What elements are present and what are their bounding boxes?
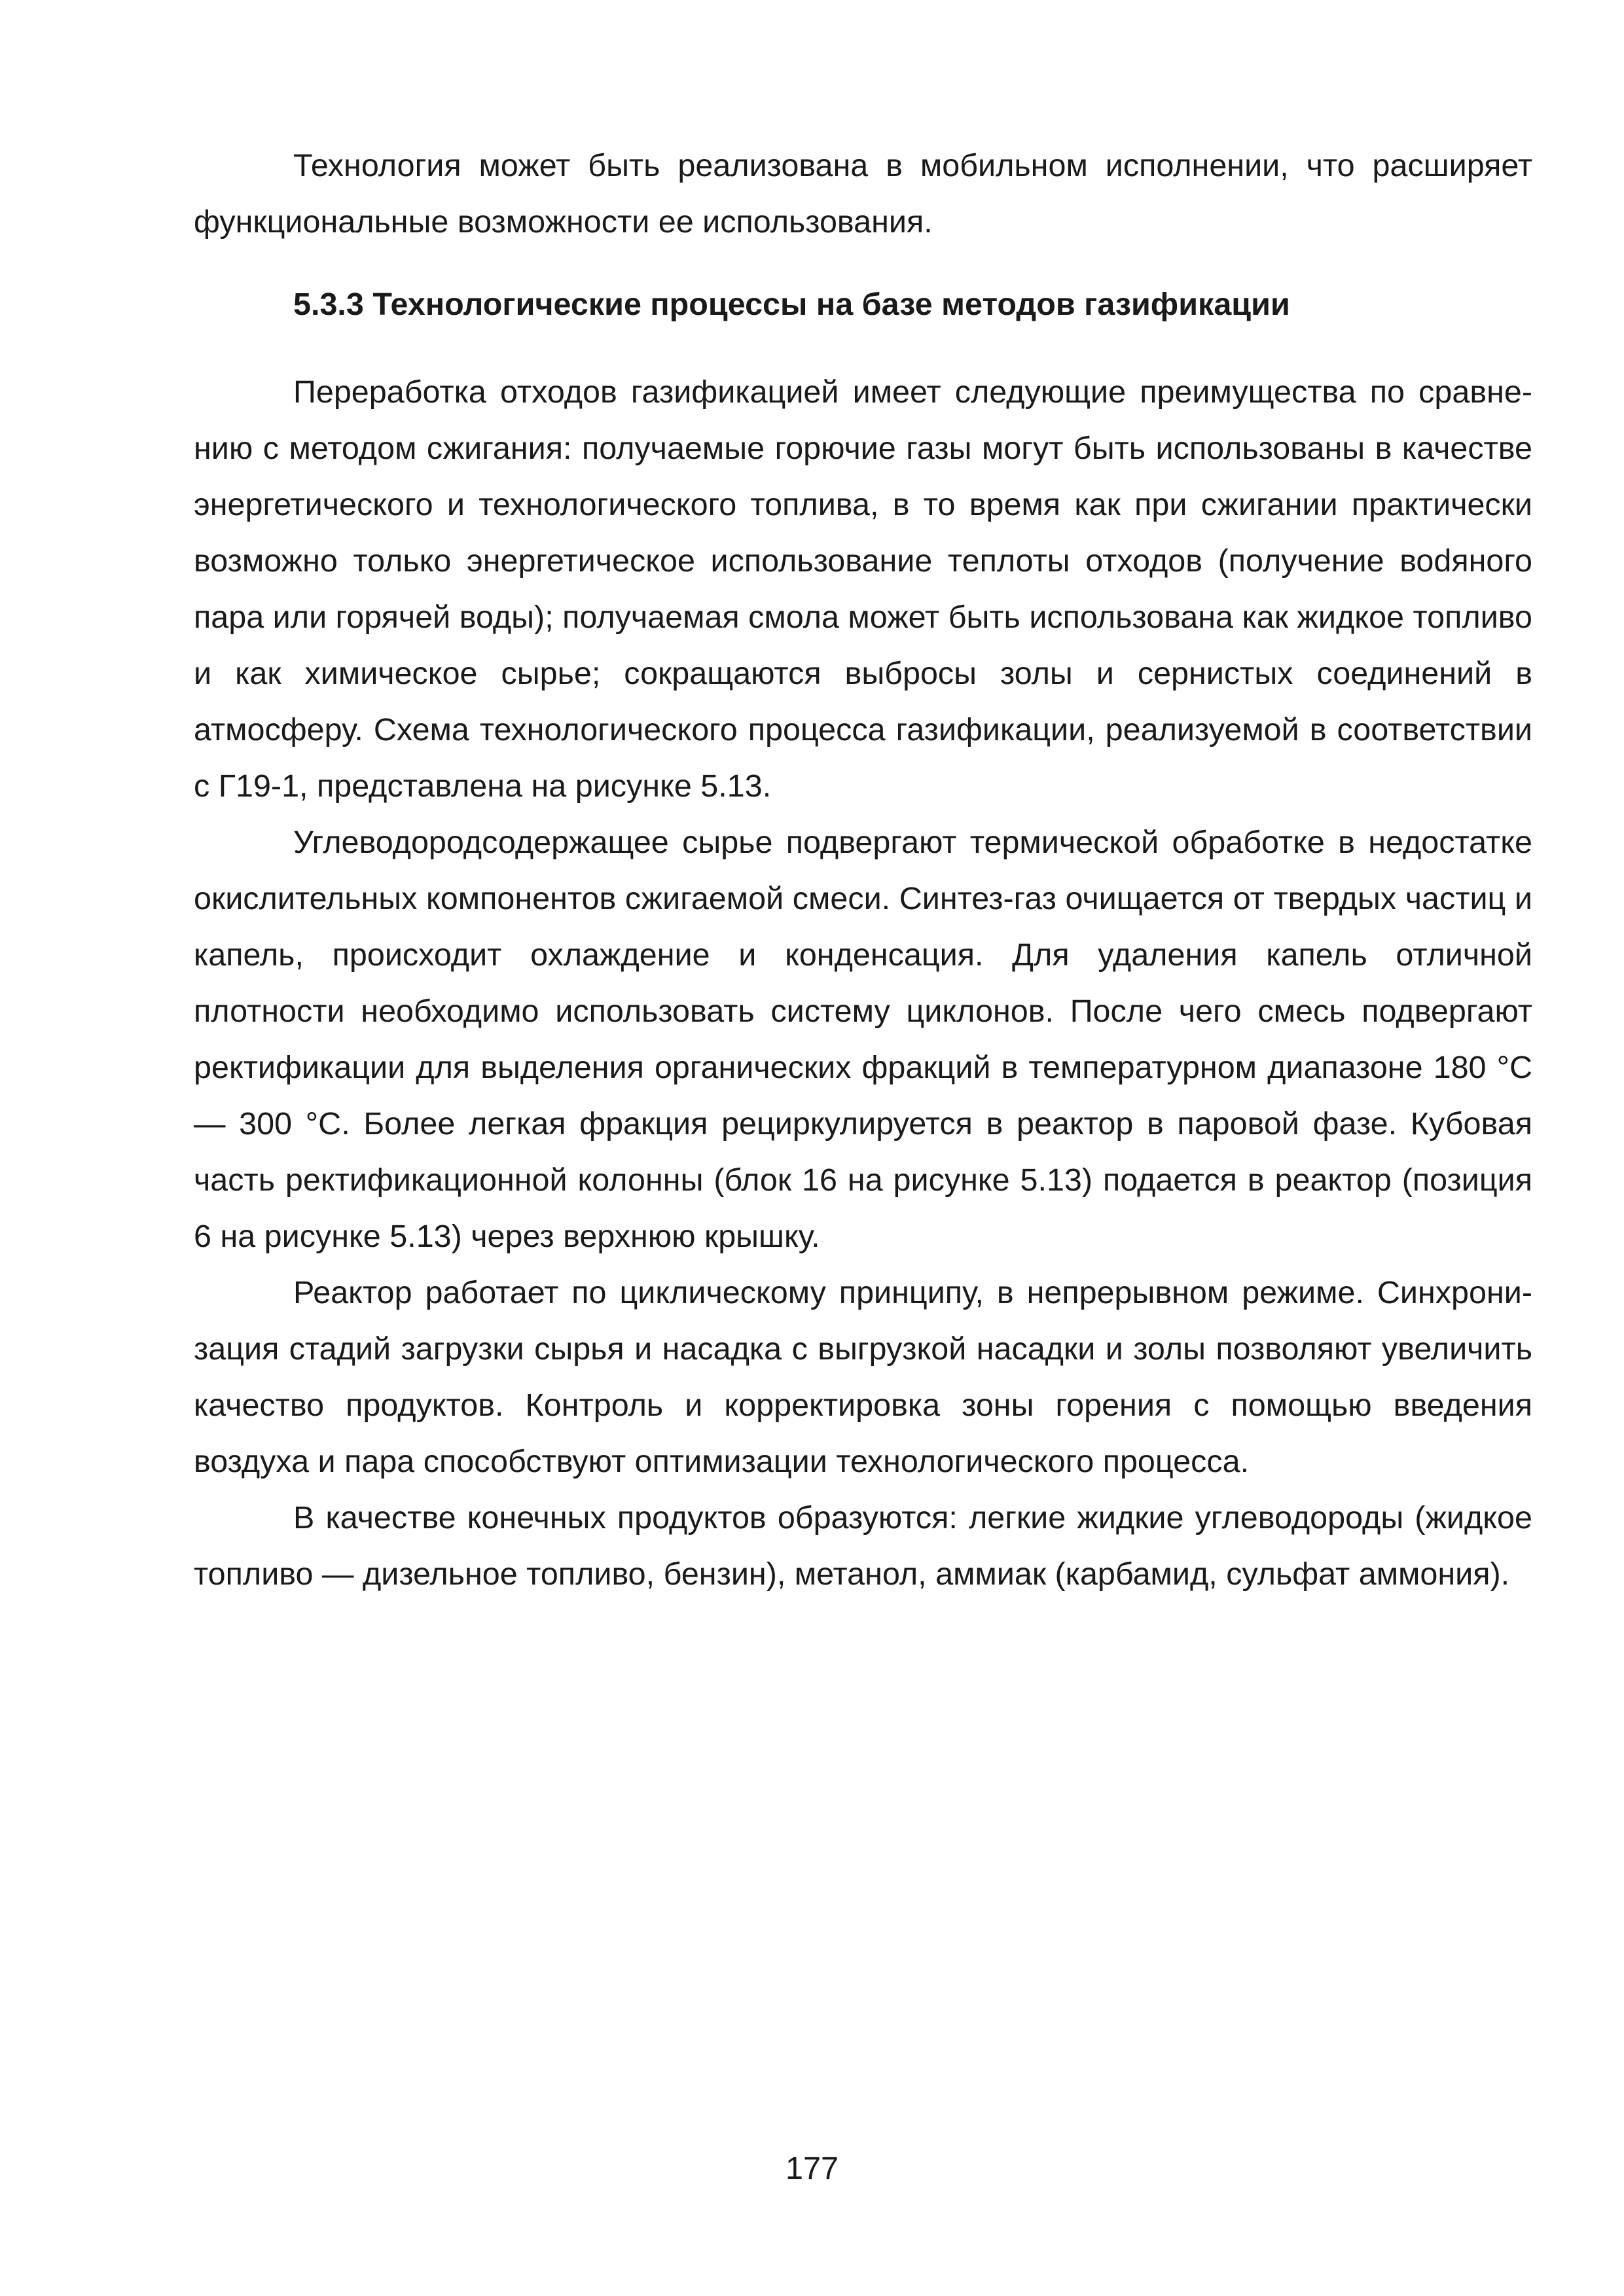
paragraph-1: Переработка отходов газификацией имеет следующие преимущества по сравнению с методом сжигания: получаемые горючие газы могут быть использованы в качестве энергетического и технологического топлива, в то время как при сжигании практически возможно только энергетическое использование теплоты отходов (получение воdяного пара или горячей воды); получаемая смола может быть использована как жидкое топливо и как химическое сырье; сокращаются выбросы золы и сернистых соединений в атмосферу. Схема технологического процесса газификации, реализуемой в соответствии с Г19-1, представлена на рисунке 5.13.: [194, 374, 1532, 804]
section-heading: 5.3.3 Технологические процессы на базе методов газификации: [293, 287, 1290, 322]
intro-paragraph: Технология может быть реализована в мобильном исполнении, что расширяет функциональные возможности ее использования.: [194, 148, 1532, 240]
paragraph-3: Реактор работает по циклическому принципу, в непрерывном режиме. Синхронизация стадий загрузки сырья и насадка с выгрузкой насадки и золы позволяют увеличить качество продуктов. Контроль и корректировка зоны горения с помощью введения воздуха и пара способствуют оптимизации технологического процесса.: [194, 1275, 1532, 1479]
page-number: 177: [785, 2151, 839, 2186]
paragraph-2: Углеводородсодержащее сырье подвергают термической обработке в недостатке окислительных компонентов сжигаемой смеси. Синтез-газ очищается от твердых частиц и капель, происходит охлаждение и конденсация. Для удаления капель отличной плотности необходимо использовать систему циклонов. После чего смесь подвергают ректификации для выделения органических фракций в температурном диапазоне 180 °С — 300 °С. Более легкая фракция рециркулируется в реактор в паровой фазе. Кубовая часть ректификационной колонны (блок 16 на рисунке 5.13) подается в реактор (позиция 6 на рисунке 5.13) через верхнюю крышку.: [194, 825, 1532, 1254]
paragraph-4: В качестве конечных продуктов образуются: легкие жидкие углеводороды (жидкое топливо — дизельное топливо, бензин), метанол, аммиак (карбамид, сульфат аммония).: [194, 1500, 1532, 1592]
document-page: [194, 137, 1532, 1602]
